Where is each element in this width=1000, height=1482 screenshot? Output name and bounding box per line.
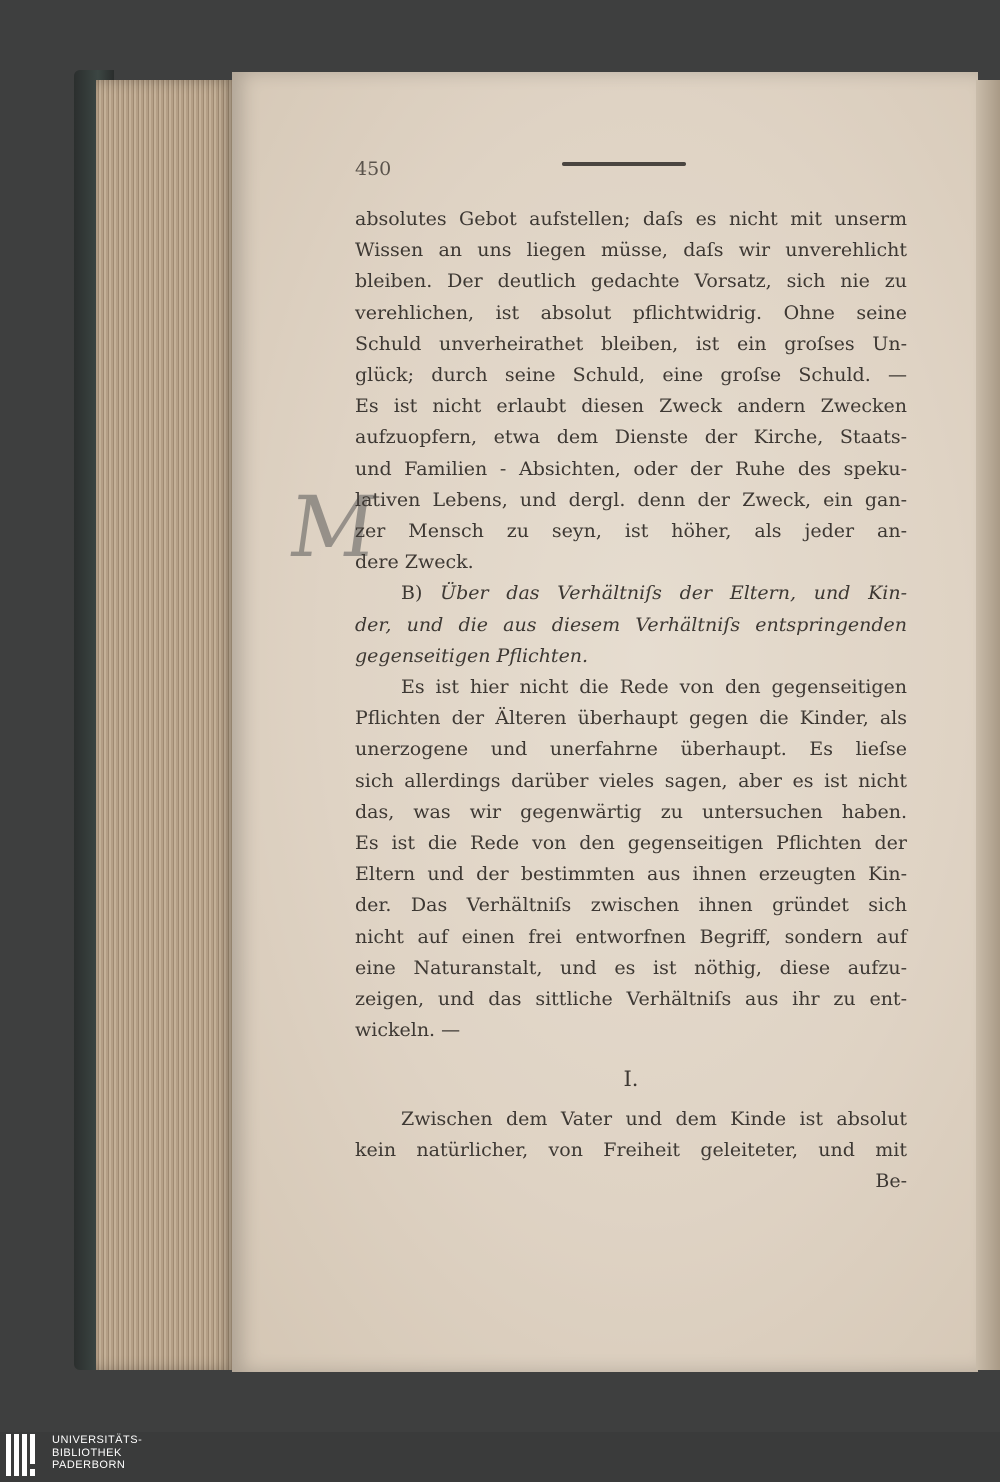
paragraph-1	[355, 204, 907, 578]
text-line: nicht auf einen frei entworfnen Begriff, sondern auf	[355, 925, 907, 948]
text-line: Wissen an uns liegen müsse, daſs wir unverehlicht	[355, 239, 907, 262]
text-line: das, was wir gegenwärtig zu untersuchen haben.	[355, 800, 907, 823]
text-line: unerzogene und unerfahrne überhaupt. Es lieſse	[355, 738, 907, 761]
section-heading	[355, 578, 907, 672]
text-line: sich allerdings darüber vieles sagen, aber es ist nicht	[355, 769, 907, 792]
text-line: Es ist hier nicht die Rede von den gegenseitigen	[401, 676, 907, 699]
footer-bar	[0, 1432, 1000, 1482]
pencil-annotation: M	[283, 478, 383, 576]
text-line: Schuld unverheirathet bleiben, ist ein groſses Un-	[355, 332, 907, 355]
body-text	[355, 204, 907, 1197]
library-logo-text	[52, 1434, 142, 1472]
text-line: lativen Lebens, und dergl. denn der Zweck, ein gan-	[355, 488, 907, 511]
text-line: Es ist nicht erlaubt diesen Zweck andern Zwecken	[355, 395, 907, 418]
page-number: 450	[355, 158, 392, 180]
paragraph-2	[355, 672, 907, 1046]
text-line: glück; durch seine Schuld, eine groſse Schuld. —	[355, 364, 907, 387]
text-line: eine Naturanstalt, und es ist nöthig, diese aufzu-	[355, 956, 907, 979]
text-line: Eltern und der bestimmten aus ihnen erzeugten Kin-	[355, 863, 907, 886]
text-line: der, und die aus diesem Verhältniſs entspringenden	[355, 613, 907, 636]
text-line: verehlichen, ist absolut pflichtwidrig. Ohne seine	[355, 301, 907, 324]
text-line: zer Mensch zu seyn, ist höher, als jeder an-	[355, 520, 907, 543]
section-label: B)	[401, 582, 423, 605]
library-name-line: UNIVERSITÄTS-	[52, 1434, 143, 1446]
library-name-line: BIBLIOTHEK	[52, 1446, 122, 1459]
text-line: und Familien - Absichten, oder der Ruhe des speku-	[355, 457, 907, 480]
text-line: Pflichten der Älteren überhaupt gegen die Kinder, als	[355, 707, 907, 730]
text-line: absolutes Gebot aufstellen; daſs es nicht mit unserm	[355, 208, 907, 230]
text-line: dere Zweck.	[355, 551, 474, 574]
text-line: kein natürlicher, von Freiheit geleiteter, und mit	[355, 1138, 907, 1161]
text-line: der. Das Verhältniſs zwischen ihnen gründet sich	[355, 894, 907, 917]
text-line: Es ist die Rede von den gegenseitigen Pflichten der	[355, 832, 907, 855]
text-line: gegenseitigen Pflichten.	[355, 644, 589, 667]
text-line: zeigen, und das sittliche Verhältniſs aus ihr zu ent-	[355, 988, 907, 1011]
header-rule	[562, 162, 686, 166]
text-line	[355, 578, 907, 609]
catchword: Be-	[875, 1170, 907, 1193]
text-line: bleiben. Der deutlich gedachte Vorsatz, sich nie zu	[355, 270, 907, 293]
paragraph-3	[355, 1104, 907, 1166]
heading-line: Über das Verhältniſs der Eltern, und Kin-	[440, 582, 907, 605]
text-line: wickeln. —	[355, 1019, 461, 1042]
library-logo-icon	[4, 1434, 44, 1478]
text-line: aufzuopfern, etwa dem Dienste der Kirche, Staats-	[355, 426, 907, 449]
page-block-edges	[96, 80, 236, 1370]
text-line: Zwischen dem Vater und dem Kinde ist absolut	[401, 1107, 907, 1130]
facing-page-edge	[976, 80, 1000, 1370]
library-name-line: PADERBORN	[52, 1459, 126, 1471]
section-numeral: I.	[623, 1067, 639, 1092]
